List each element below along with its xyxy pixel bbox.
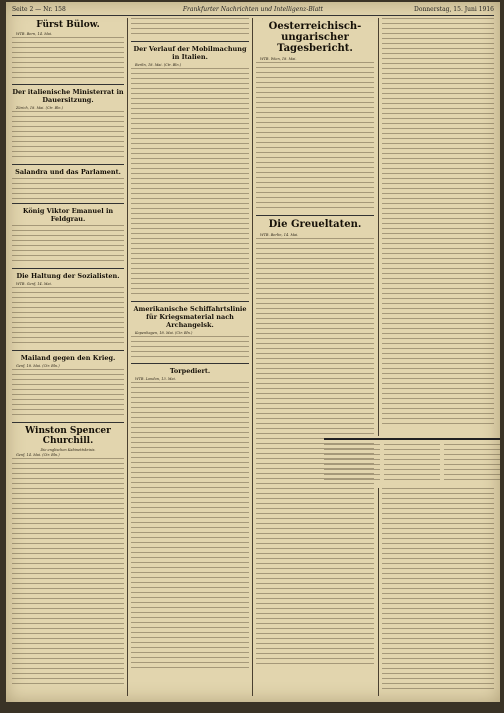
issue-date: Donnerstag, 15. Juni 1916: [414, 6, 494, 13]
paper-title: Frankfurter Nachrichten und Intelligenz-Blatt: [182, 6, 324, 13]
column-2: [131, 18, 249, 700]
dateline: WTB. London, 13. Mai.: [135, 377, 176, 381]
running-header: [12, 5, 494, 16]
heading-buelow: Fürst Bülow.: [36, 20, 100, 30]
column-3: [256, 18, 374, 700]
dateline: WTB. Berlin, 14. Mai.: [260, 233, 299, 237]
dateline: Zürich, 18. Mai. (Ctr. Bln.): [16, 106, 63, 110]
dateline: Genf, 18. Mai. (Ctr. Bln.): [16, 364, 60, 368]
dateline: Berlin, 18. Mai. (Ctr. Bln.): [135, 63, 182, 67]
heading-mailand: Mailand gegen den Krieg.: [20, 354, 116, 362]
heading-schiffahrt: Amerikanische Schiffahrtslinie für Kriegsmaterial nach Archangelsk.: [133, 305, 247, 329]
dateline: WTB. Bern, 14. Mai.: [16, 32, 53, 36]
heading-sozialisten: Die Haltung der Sozialisten.: [16, 272, 120, 280]
newspaper-page: [6, 2, 500, 702]
heading-tagesbericht: Oesterreichisch-ungarischer Tagesbericht.: [268, 21, 362, 54]
dateline: WTB. Wien, 18. Mai.: [260, 57, 297, 61]
classified-section: [324, 438, 500, 486]
heading-salandra: Salandra und das Parlament.: [15, 168, 121, 176]
heading-koenig: König Viktor Emanuel in Feldgrau.: [22, 207, 114, 223]
heading-churchill: Winston Spencer Churchill.: [25, 426, 111, 446]
page-number: Seite 2 — Nr. 158: [12, 6, 66, 13]
dateline: Genf, 14. Mai. (Ctr. Bln.): [16, 453, 60, 457]
heading-mobilmachung: Der Verlauf der Mobilmachung in Italien.: [133, 45, 247, 61]
dateline: Kopenhagen, 18. Mai. (Ctr. Bln.): [135, 331, 193, 335]
heading-ministerrat: Der italienische Ministerrat in Dauersitzung.: [12, 88, 124, 104]
dateline: WTB. Genf, 14. Mai.: [16, 282, 52, 286]
column-4: [382, 18, 494, 436]
heading-greueltaten: Die Greueltaten.: [268, 219, 362, 230]
column-4-lower: [382, 488, 494, 698]
heading-torpediert: Torpediert.: [169, 367, 211, 375]
column-1: [12, 18, 124, 700]
subheading-churchill: Die englischen Kabinettskrisis.: [40, 448, 96, 452]
